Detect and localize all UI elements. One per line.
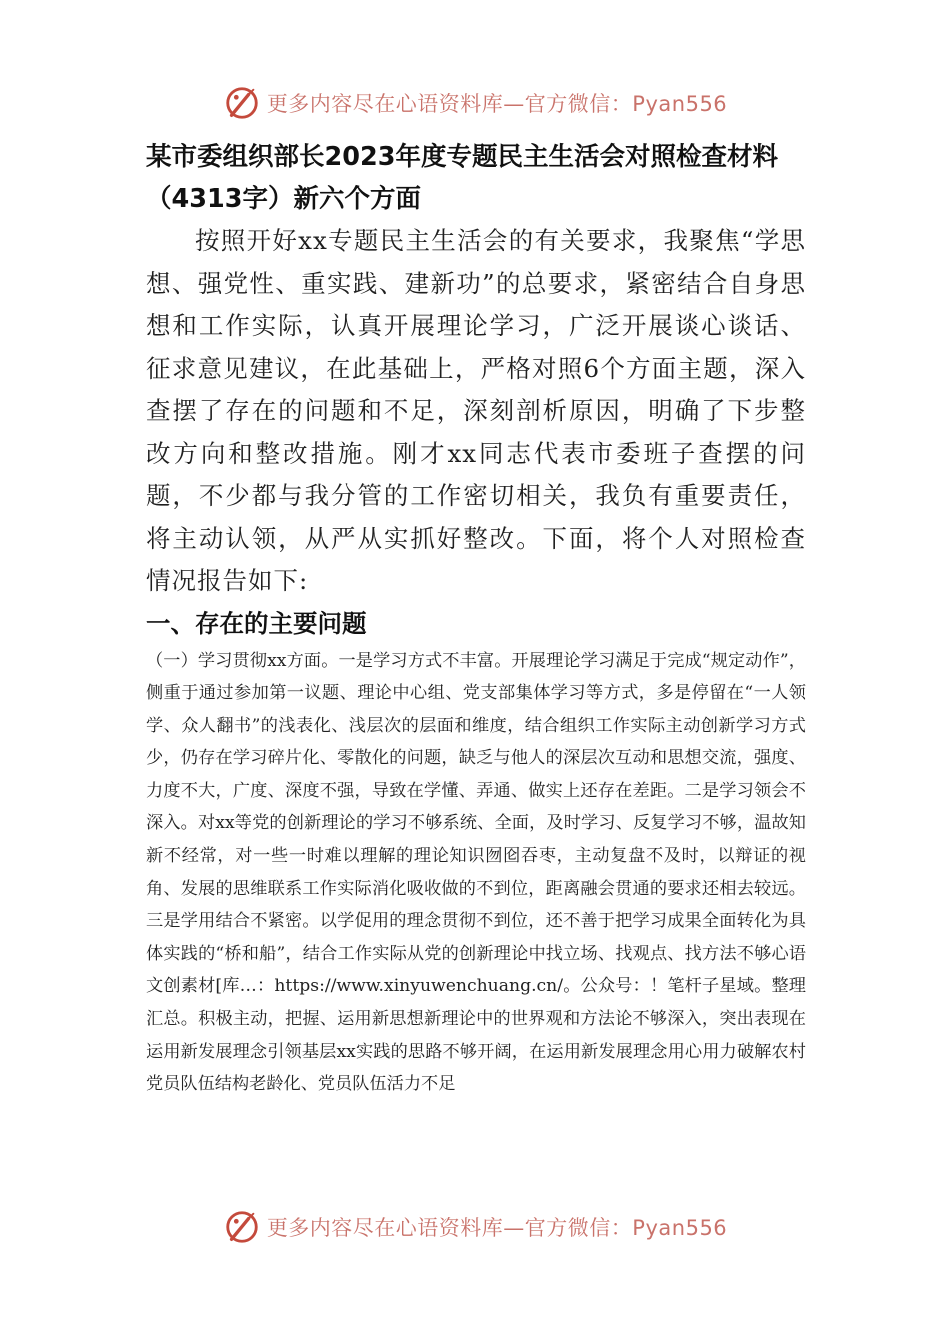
watermark-text: 更多内容尽在心语资料库—官方微信：Pyan556 (266, 1216, 728, 1240)
intro-paragraph: 按照开好xx专题民主生活会的有关要求，我聚焦“学思想、强党性、重实践、建新功”的总要求，紧密结合自身思想和工作实际，认真开展理论学习，广泛开展谈心谈话、征求意见建议，在此基础上，严格对照6个方面主题，深入查摆了存在的问题和不足，深刻剖析原因，明确了下步整改方向和整改措施。刚才xx同志代表市委班子查摆的问题，不少都与我分管的工作密切相关，我负有重要责任，将主动认领，从严从实抓好整改。下面，将个人对照检查情况报告如下: (146, 226, 806, 595)
section-heading: 一、存在的主要问题 (146, 608, 367, 638)
document-page (146, 136, 806, 1101)
pen-circle-logo-icon (223, 1208, 261, 1246)
watermark-banner-top (0, 78, 950, 128)
pen-circle-logo-icon (223, 84, 261, 122)
document-title: 某市委组织部长2023年度专题民主生活会对照检查材料（4313字）新六个方面 (146, 142, 778, 214)
body-paragraph: （一）学习贯彻xx方面。一是学习方式不丰富。开展理论学习满足于完成“规定动作”，侧重于通过参加第一议题、理论中心组、党支部集体学习等方式，多是停留在“一人领学、众人翻书”的浅表化、浅层次的层面和维度，结合组织工作实际主动创新学习方式少，仍存在学习碎片化、零散化的问题，缺乏与他人的深层次互动和思想交流，强度、力度不大，广度、深度不强，导致在学懂、弄通、做实上还存在差距。二是学习领会不深入。对xx等党的创新理论的学习不够系统、全面，及时学习、反复学习不够，温故知新不经常，对一些一时难以理解的理论知识囫囵吞枣，主动复盘不及时，以辩证的视角、发展的思维联系工作实际消化吸收做的不到位，距离融会贯通的要求还相去较远。三是学用结合不紧密。以学促用的理念贯彻不到位，还不善于把学习成果全面转化为具体实践的“桥和船”，结合工作实际从党的创新理论中找立场、找观点、找方法不够心语文创素材[库…：https://www.xinyuwenchuang.cn/。公众号：！笔杆子星域。整理汇总。积极主动，把握、运用新思想新理论中的世界观和方法论不够深入，突出表现在运用新发展理念引领基层xx实践的思路不够开阔，在运用新发展理念用心用力破解农村党员队伍结构老龄化、党员队伍活力不足 (146, 650, 806, 1095)
watermark-banner-bottom (0, 1202, 950, 1252)
watermark-text: 更多内容尽在心语资料库—官方微信：Pyan556 (266, 92, 728, 116)
